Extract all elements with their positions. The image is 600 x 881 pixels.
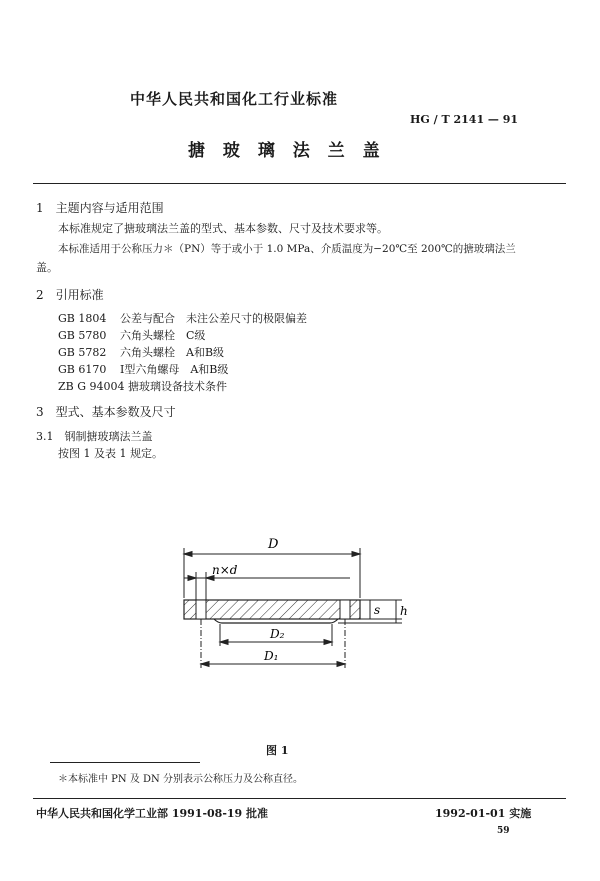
label-nd: n×d [212, 563, 238, 577]
figure-caption: 图 1 [266, 744, 289, 757]
arrow [324, 640, 332, 645]
arrow [337, 662, 345, 667]
section-2-heading: 2 引用标准 [36, 288, 104, 302]
footnote-divider [50, 762, 200, 763]
reference-code: GB 5782 [58, 346, 107, 359]
reference-desc: 六角头螺栓 C级 [120, 329, 206, 342]
reference-desc: 六角头螺栓 A和B级 [120, 346, 225, 359]
page-number: 59 [497, 826, 510, 836]
flange-body [184, 600, 360, 619]
arrow [188, 576, 196, 581]
label-h: h [400, 604, 408, 618]
arrow [352, 552, 360, 557]
arrow [220, 640, 228, 645]
bolt-hole-right [340, 600, 350, 619]
standard-code: HG / T 2141 — 91 [410, 113, 519, 126]
label-D2: D₂ [270, 627, 285, 641]
flange-cover-drawing [150, 520, 450, 690]
reference-code: GB 1804 [58, 312, 107, 325]
reference-item [58, 310, 307, 326]
footer-divider [33, 798, 566, 799]
footnote: ＊本标准中 PN 及 DN 分别表示公称压力及公称直径。 [58, 774, 303, 785]
header-divider [33, 183, 566, 184]
section-3-heading: 3 型式、基本参数及尺寸 [36, 405, 176, 419]
reference-code: ZB G 94004 [58, 380, 125, 393]
label-D: D [268, 537, 279, 552]
label-s: s [374, 603, 381, 617]
approval-line: 中华人民共和国化学工业部 1991-08-19 批准 [36, 807, 269, 820]
effective-date: 1992-01-01 实施 [435, 807, 532, 820]
section-1-heading: 1 主题内容与适用范围 [36, 201, 164, 215]
section-1-paragraph-2: 本标准适用于公称压力＊（PN）等于或小于 1.0 MPa、介质温度为−20℃至 200℃的搪玻璃法兰 [58, 243, 516, 255]
reference-desc: 公差与配合 未注公差尺寸的极限偏差 [120, 312, 307, 325]
standard-organization: 中华人民共和国化工行业标准 [130, 90, 339, 108]
reference-code: GB 5780 [58, 329, 107, 342]
arrow [201, 662, 209, 667]
subsection-3-1-text: 按图 1 及表 1 规定。 [58, 447, 163, 460]
section-1-paragraph-2-cont: 盖。 [36, 261, 58, 274]
reference-item [58, 327, 205, 343]
label-D1: D₁ [264, 649, 279, 663]
arrow [184, 552, 192, 557]
reference-item [58, 361, 228, 377]
section-1-paragraph-1: 本标准规定了搪玻璃法兰盖的型式、基本参数、尺寸及技术要求等。 [58, 222, 388, 235]
document-title: 搪 玻 璃 法 兰 盖 [188, 141, 386, 161]
reference-item [58, 344, 224, 360]
reference-item [58, 378, 227, 394]
reference-desc: Ⅰ型六角螺母 A和B级 [120, 363, 229, 376]
subsection-3-1-heading: 3.1 钢制搪玻璃法兰盖 [36, 430, 153, 443]
reference-code: GB 6170 [58, 363, 107, 376]
bolt-hole-left [196, 600, 206, 619]
reference-desc: 搪玻璃设备技术条件 [128, 380, 227, 393]
